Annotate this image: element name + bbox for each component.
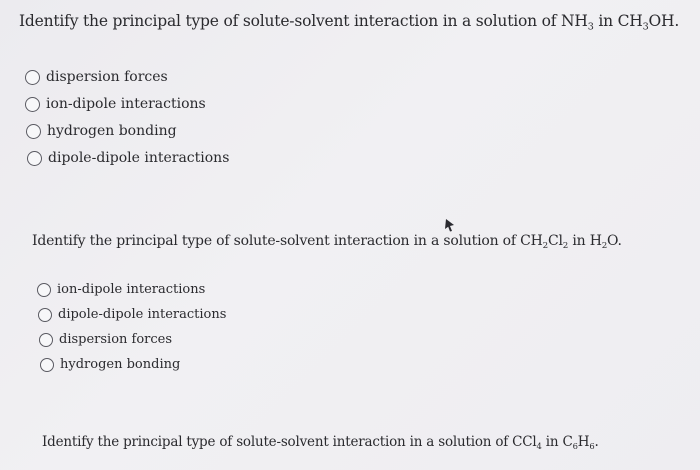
question-2-text: Identify the principal type of solute-solvent interaction in a solution of $CH_2Cl_2$ in $H_2O$. [32, 233, 622, 252]
option-label: ion-dipole interactions [57, 282, 206, 297]
question-3-text: Identify the principal type of solute-solvent interaction in a solution of CCl$_4$ in $C_6H_6$. [42, 434, 599, 451]
radio-button[interactable] [38, 308, 52, 322]
option-label: hydrogen bonding [60, 357, 181, 372]
radio-button[interactable] [40, 358, 54, 372]
mouse-cursor-icon [444, 218, 456, 232]
option-label: dipole-dipole interactions [48, 150, 230, 166]
question-1-text: Identify the principal type of solute-solvent interaction in a solution of $NH_3$ in $CH_3OH$. [19, 12, 680, 33]
radio-button[interactable] [26, 124, 41, 139]
q2-option-hydrogen-bonding[interactable] [40, 357, 180, 372]
q2-option-dipole-dipole-interactions[interactable] [38, 307, 226, 322]
q1-option-hydrogen-bonding[interactable] [26, 123, 177, 139]
radio-button[interactable] [25, 97, 40, 112]
question-1 [19, 12, 680, 33]
radio-button[interactable] [27, 151, 42, 166]
question-3 [42, 434, 599, 450]
q1-option-ion-dipole-interactions[interactable] [25, 96, 206, 112]
q1-option-dipole-dipole-interactions[interactable] [27, 150, 229, 166]
radio-button[interactable] [25, 70, 40, 85]
q1-option-dispersion-forces[interactable] [25, 69, 168, 85]
option-label: dispersion forces [59, 332, 173, 347]
question-2 [32, 233, 622, 252]
radio-button[interactable] [39, 333, 53, 347]
option-label: dipole-dipole interactions [58, 307, 227, 322]
q2-option-dispersion-forces[interactable] [39, 332, 172, 347]
option-label: ion-dipole interactions [46, 96, 206, 112]
q2-option-ion-dipole-interactions[interactable] [37, 282, 205, 297]
radio-button[interactable] [37, 283, 51, 297]
option-label: dispersion forces [46, 69, 168, 85]
option-label: hydrogen bonding [47, 123, 177, 139]
